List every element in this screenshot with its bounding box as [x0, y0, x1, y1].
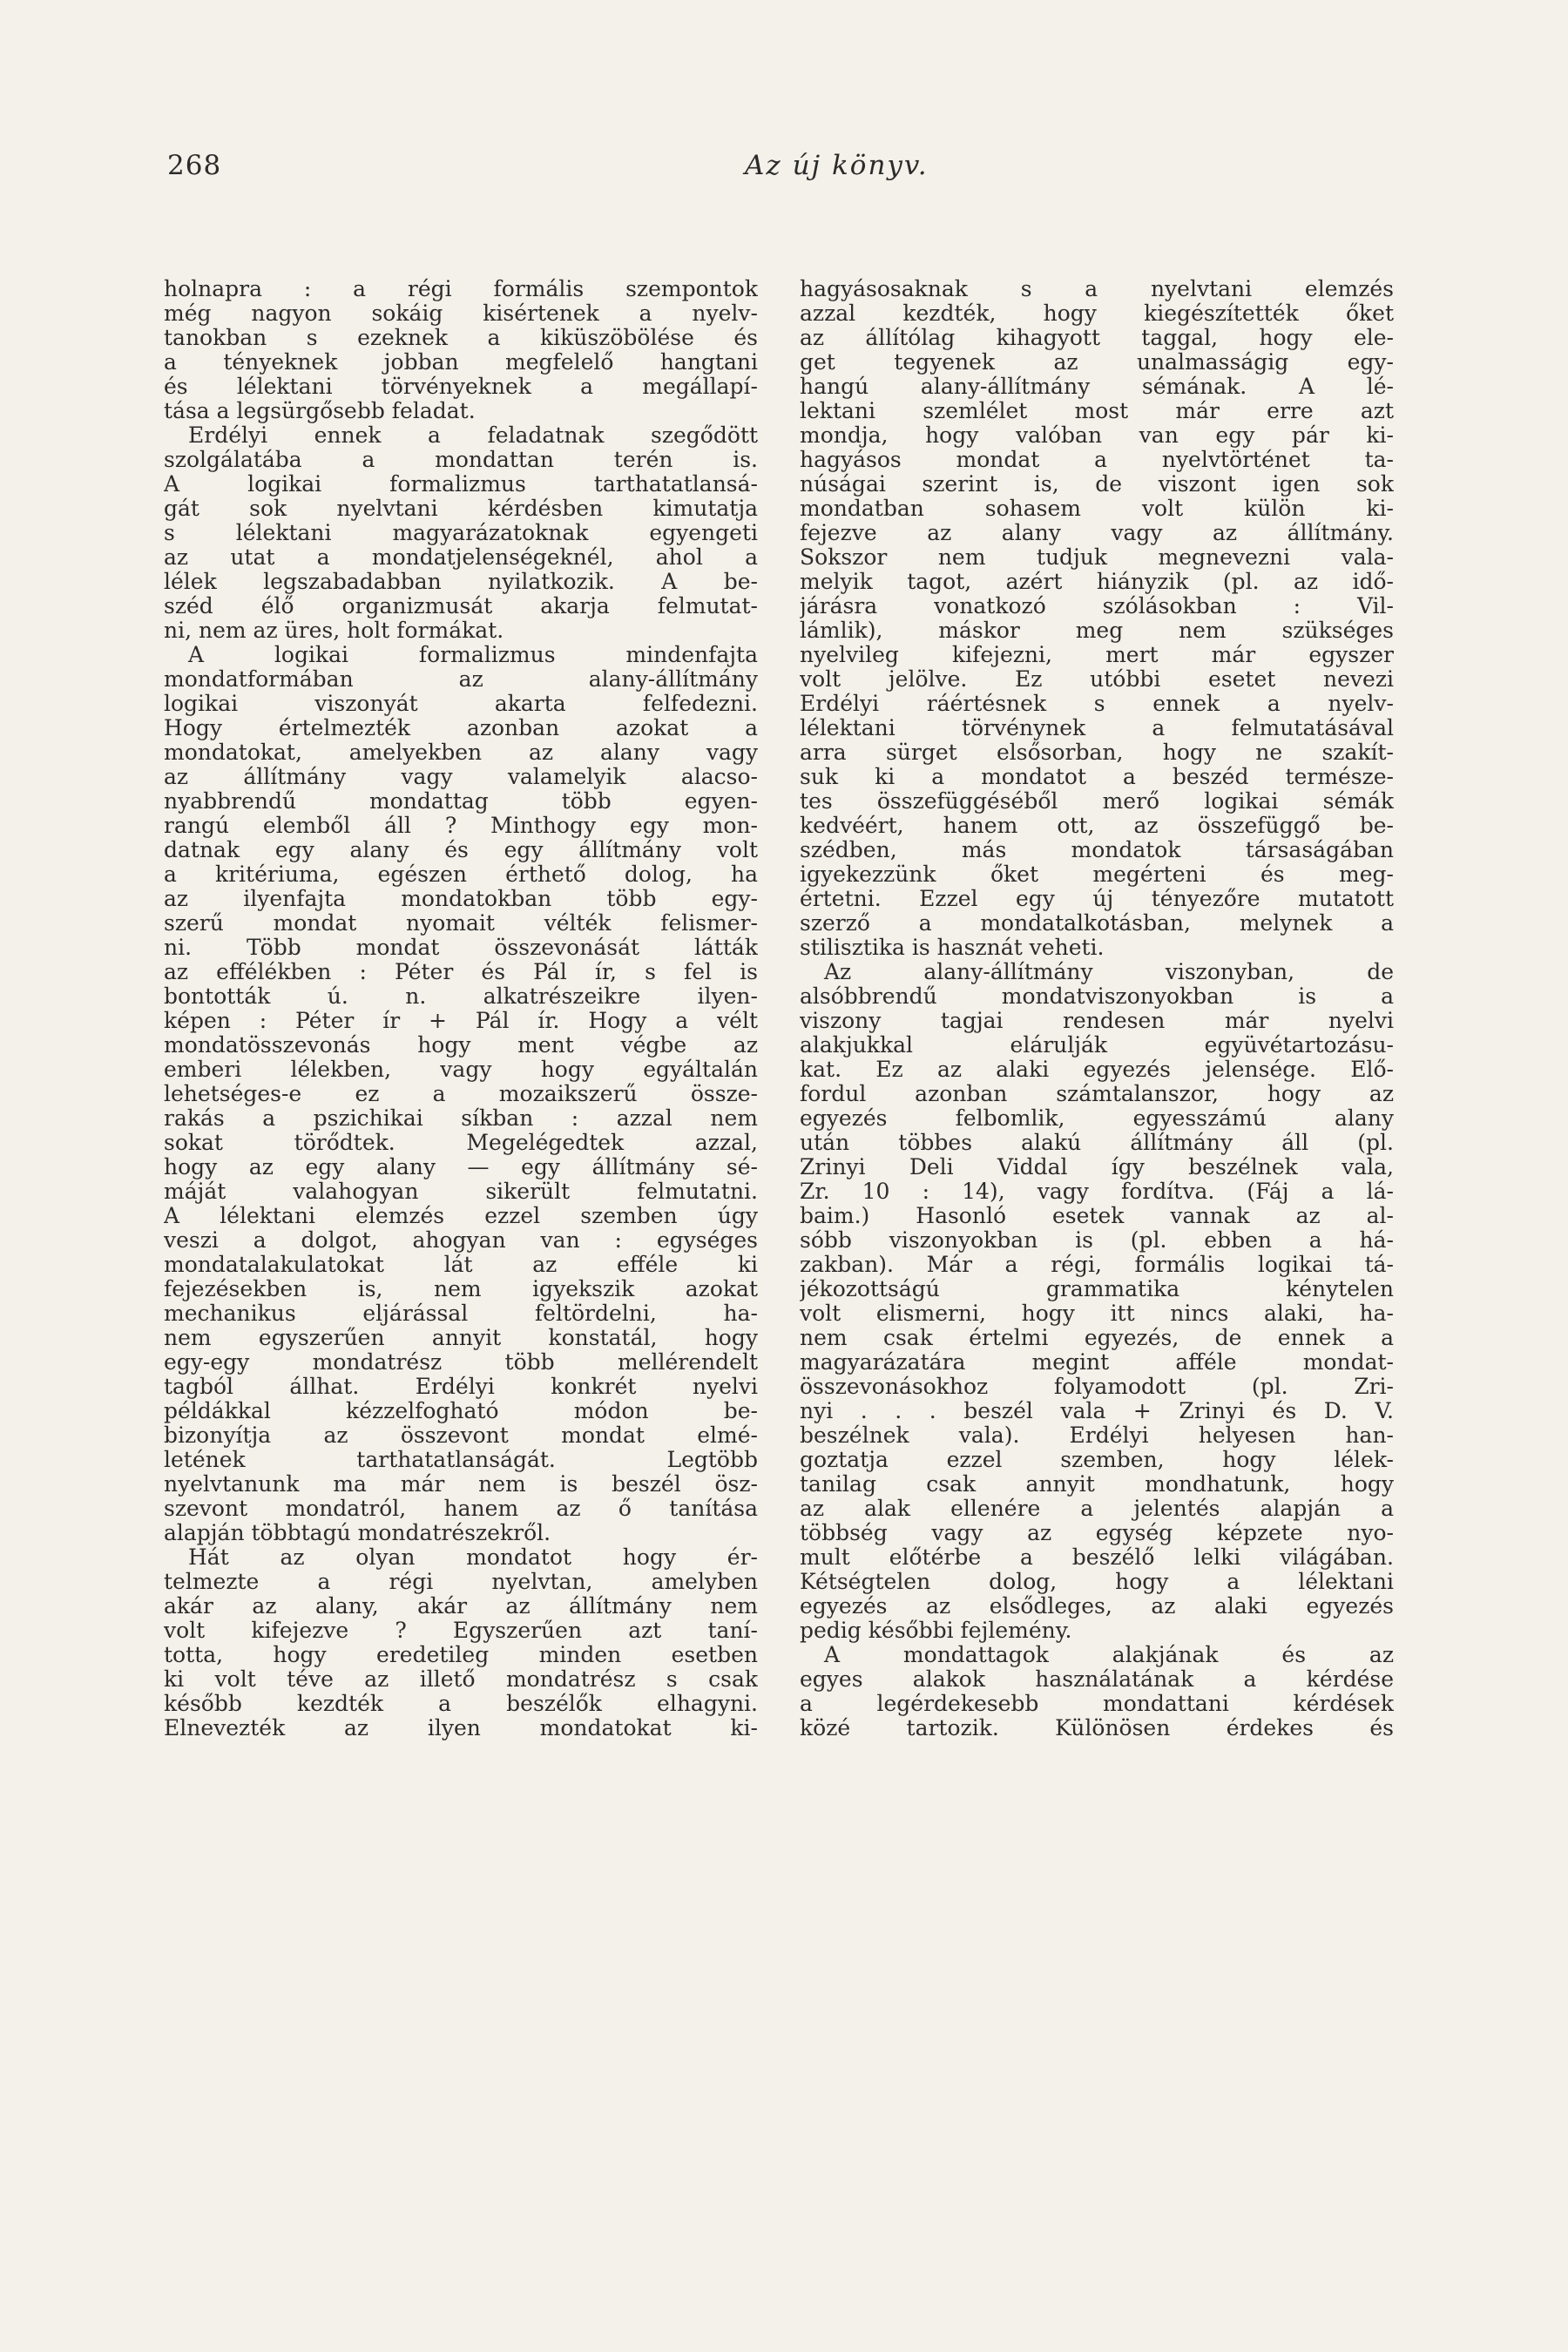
text-line: példákkal kézzelfogható módon be-: [164, 1399, 758, 1423]
text-line: egyezés az elsődleges, az alaki egyezés: [800, 1594, 1394, 1619]
text-line: suk ki a mondatot a beszéd természe-: [800, 765, 1394, 789]
text-line: egyes alakok használatának a kérdése: [800, 1667, 1394, 1692]
text-line: hangú alany-állítmány sémának. A lé-: [800, 375, 1394, 399]
text-line: Kétségtelen dolog, hogy a lélektani: [800, 1570, 1394, 1594]
text-line: később kezdték a beszélők elhagyni.: [164, 1692, 758, 1716]
text-column-left: [164, 277, 758, 1740]
text-line: lámlik), máskor meg nem szükséges: [800, 618, 1394, 643]
text-line: datnak egy alany és egy állítmány volt: [164, 838, 758, 862]
text-line: emberi lélekben, vagy hogy egyáltalán: [164, 1058, 758, 1082]
text-line: egyezés felbomlik, egyesszámú alany: [800, 1106, 1394, 1131]
text-line: zakban). Már a régi, formális logikai tá-: [800, 1253, 1394, 1277]
text-line: összevonásokhoz folyamodott (pl. Zri-: [800, 1375, 1394, 1399]
text-line: az állítólag kihagyott taggal, hogy ele-: [800, 326, 1394, 350]
text-line: az effélékben : Péter és Pál ír, s fel is: [164, 960, 758, 984]
text-line: lélektani törvénynek a felmutatásával: [800, 716, 1394, 740]
text-line: volt elismerni, hogy itt nincs alaki, ha-: [800, 1301, 1394, 1326]
text-line: akár az alany, akár az állítmány nem: [164, 1594, 758, 1619]
text-line: képen : Péter ír + Pál ír. Hogy a vélt: [164, 1009, 758, 1033]
text-line: lélek legszabadabban nyilatkozik. A be-: [164, 570, 758, 594]
text-line: rakás a pszichikai síkban : azzal nem: [164, 1106, 758, 1131]
text-line: azzal kezdték, hogy kiegészítették őket: [800, 301, 1394, 326]
text-line: szerű mondat nyomait vélték felismer-: [164, 911, 758, 936]
page-number: 268: [167, 150, 222, 181]
text-line: hagyásos mondat a nyelvtörténet ta-: [800, 448, 1394, 472]
text-line: fordul azonban számtalanszor, hogy az: [800, 1082, 1394, 1106]
text-line: és lélektani törvényeknek a megállapí-: [164, 375, 758, 399]
text-line: A logikai formalizmus tarthatatlansá-: [164, 472, 758, 497]
text-line: logikai viszonyát akarta felfedezni.: [164, 692, 758, 716]
text-line: máját valahogyan sikerült felmutatni.: [164, 1179, 758, 1204]
text-line: az utat a mondatjelenségeknél, ahol a: [164, 545, 758, 570]
text-line: mondatösszevonás hogy ment végbe az: [164, 1033, 758, 1058]
text-line: járásra vonatkozó szólásokban : Vil-: [800, 594, 1394, 618]
text-line: nyelvtanunk ma már nem is beszél ösz-: [164, 1472, 758, 1497]
text-line: ni, nem az üres, holt formákat.: [164, 618, 504, 643]
text-line: szolgálatába a mondattan terén is.: [164, 448, 758, 472]
text-line: bizonyítja az összevont mondat elmé-: [164, 1423, 758, 1448]
text-line: mechanikus eljárással feltördelni, ha-: [164, 1301, 758, 1326]
text-line: mult előtérbe a beszélő lelki világában.: [800, 1545, 1394, 1570]
text-line: Hát az olyan mondatot hogy ér-: [188, 1545, 758, 1570]
text-line: arra sürget elsősorban, hogy ne szakít-: [800, 740, 1394, 765]
text-line: mondja, hogy valóban van egy pár ki-: [800, 423, 1394, 448]
text-line: mondatokat, amelyekben az alany vagy: [164, 740, 758, 765]
running-title: Az új könyv.: [745, 150, 929, 181]
text-line: Zr. 10 : 14), vagy fordítva. (Fáj a lá-: [800, 1179, 1394, 1204]
text-line: Elnevezték az ilyen mondatokat ki-: [164, 1716, 758, 1740]
text-line: lehetséges-e ez a mozaikszerű össze-: [164, 1082, 758, 1106]
text-line: szerző a mondatalkotásban, melynek a: [800, 911, 1394, 936]
text-line: alakjukkal elárulják együvétartozásu-: [800, 1033, 1394, 1058]
text-line: széd élő organizmusát akarja felmutat-: [164, 594, 758, 618]
text-line: egy-egy mondatrész több mellérendelt: [164, 1350, 758, 1375]
text-line: Hogy értelmezték azonban azokat a: [164, 716, 758, 740]
text-line: totta, hogy eredetileg minden esetben: [164, 1643, 758, 1667]
text-line: többség vagy az egység képzete nyo-: [800, 1521, 1394, 1545]
text-line: a tényeknek jobban megfelelő hangtani: [164, 350, 758, 375]
text-line: sóbb viszonyokban is (pl. ebben a há-: [800, 1228, 1394, 1253]
text-line: az ilyenfajta mondatokban több egy-: [164, 887, 758, 911]
text-line: tása a legsürgősebb feladat.: [164, 399, 476, 423]
text-line: melyik tagot, azért hiányzik (pl. az idő-: [800, 570, 1394, 594]
text-line: az állítmány vagy valamelyik alacso-: [164, 765, 758, 789]
text-line: pedig későbbi fejlemény.: [800, 1619, 1072, 1643]
text-line: bontották ú. n. alkatrészeikre ilyen-: [164, 984, 758, 1009]
text-line: a legérdekesebb mondattani kérdések: [800, 1692, 1394, 1716]
text-line: mondatalakulatokat lát az efféle ki: [164, 1253, 758, 1277]
text-line: szédben, más mondatok társaságában: [800, 838, 1394, 862]
text-line: az alak ellenére a jelentés alapján a: [800, 1497, 1394, 1521]
text-line: tagból állhat. Erdélyi konkrét nyelvi: [164, 1375, 758, 1399]
text-line: magyarázatára megint afféle mondat-: [800, 1350, 1394, 1375]
text-line: baim.) Hasonló esetek vannak az al-: [800, 1204, 1394, 1228]
text-line: ki volt téve az illető mondatrész s csak: [164, 1667, 758, 1692]
text-line: letének tarthatatlanságát. Legtöbb: [164, 1448, 758, 1472]
text-line: kedvéért, hanem ott, az összefüggő be-: [800, 814, 1394, 838]
text-line: kat. Ez az alaki egyezés jelensége. Elő-: [800, 1058, 1394, 1082]
text-line: núságai szerint is, de viszont igen sok: [800, 472, 1394, 497]
text-line: veszi a dolgot, ahogyan van : egységes: [164, 1228, 758, 1253]
text-line: alsóbbrendű mondatviszonyokban is a: [800, 984, 1394, 1009]
text-line: stilisztika is hasznát veheti.: [800, 936, 1105, 960]
text-line: nyabbrendű mondattag több egyen-: [164, 789, 758, 814]
text-line: goztatja ezzel szemben, hogy lélek-: [800, 1448, 1394, 1472]
text-line: s lélektani magyarázatoknak egyengeti: [164, 521, 758, 545]
text-line: hagyásosaknak s a nyelvtani elemzés: [800, 277, 1394, 301]
text-line: szevont mondatról, hanem az ő tanítása: [164, 1497, 758, 1521]
text-line: sokat törődtek. Megelégedtek azzal,: [164, 1131, 758, 1155]
text-line: jékozottságú grammatika kénytelen: [800, 1277, 1394, 1301]
text-line: Erdélyi ennek a feladatnak szegődött: [188, 423, 758, 448]
text-line: értetni. Ezzel egy új tényezőre mutatott: [800, 887, 1394, 911]
text-line: holnapra : a régi formális szempontok: [164, 277, 758, 301]
text-line: rangú elemből áll ? Minthogy egy mon-: [164, 814, 758, 838]
text-line: telmezte a régi nyelvtan, amelyben: [164, 1570, 758, 1594]
text-line: igyekezzünk őket megérteni és meg-: [800, 862, 1394, 887]
text-line: A logikai formalizmus mindenfajta: [188, 643, 758, 667]
text-line: A lélektani elemzés ezzel szemben úgy: [164, 1204, 758, 1228]
text-line: Erdélyi ráértésnek s ennek a nyelv-: [800, 692, 1394, 716]
text-line: mondatformában az alany-állítmány: [164, 667, 758, 692]
text-line: fejezve az alany vagy az állítmány.: [800, 521, 1394, 545]
text-column-right: [800, 277, 1394, 1740]
text-line: lektani szemlélet most már erre azt: [800, 399, 1394, 423]
text-line: alapján többtagú mondatrészekről.: [164, 1521, 551, 1545]
text-line: A mondattagok alakjának és az: [824, 1643, 1394, 1667]
text-line: Zrinyi Deli Viddal így beszélnek vala,: [800, 1155, 1394, 1179]
text-line: közé tartozik. Különösen érdekes és: [800, 1716, 1394, 1740]
text-line: nem csak értelmi egyezés, de ennek a: [800, 1326, 1394, 1350]
text-line: beszélnek vala). Erdélyi helyesen han-: [800, 1423, 1394, 1448]
text-line: viszony tagjai rendesen már nyelvi: [800, 1009, 1394, 1033]
text-line: után többes alakú állítmány áll (pl.: [800, 1131, 1394, 1155]
text-line: nyi . . . beszél vala + Zrinyi és D. V.: [800, 1399, 1394, 1423]
text-line: volt jelölve. Ez utóbbi esetet nevezi: [800, 667, 1394, 692]
text-line: tanokban s ezeknek a kiküszöbölése és: [164, 326, 758, 350]
text-line: hogy az egy alany — egy állítmány sé-: [164, 1155, 758, 1179]
text-line: mondatban sohasem volt külön ki-: [800, 497, 1394, 521]
text-line: get tegyenek az unalmasságig egy-: [800, 350, 1394, 375]
text-line: volt kifejezve ? Egyszerűen azt taní-: [164, 1619, 758, 1643]
text-line: ni. Több mondat összevonását látták: [164, 936, 758, 960]
text-line: gát sok nyelvtani kérdésben kimutatja: [164, 497, 758, 521]
text-line: nem egyszerűen annyit konstatál, hogy: [164, 1326, 758, 1350]
text-line: tanilag csak annyit mondhatunk, hogy: [800, 1472, 1394, 1497]
text-line: fejezésekben is, nem igyekszik azokat: [164, 1277, 758, 1301]
text-line: Az alany-állítmány viszonyban, de: [824, 960, 1394, 984]
text-line: Sokszor nem tudjuk megnevezni vala-: [800, 545, 1394, 570]
text-line: még nagyon sokáig kisértenek a nyelv-: [164, 301, 758, 326]
text-line: nyelvileg kifejezni, mert már egyszer: [800, 643, 1394, 667]
text-line: a kritériuma, egészen érthető dolog, ha: [164, 862, 758, 887]
text-line: tes összefüggéséből merő logikai sémák: [800, 789, 1394, 814]
